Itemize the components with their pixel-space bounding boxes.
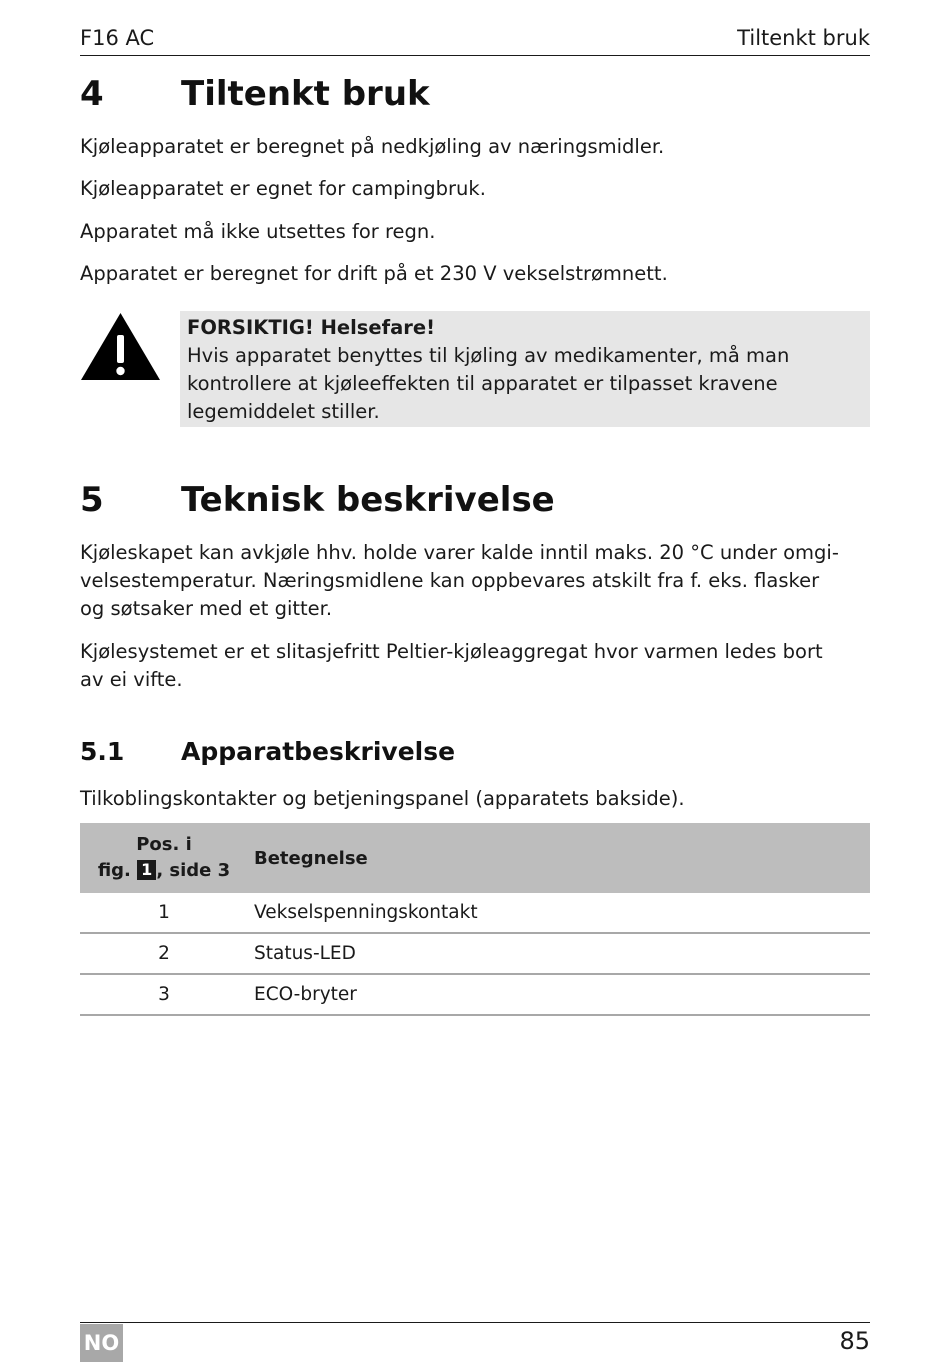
- section-number: 5.1: [80, 737, 125, 766]
- designation-column-header: Betegnelse: [254, 847, 368, 869]
- row-position: 1: [158, 902, 170, 923]
- section-title: Apparatbeskrivelse: [181, 737, 456, 766]
- manual-page: [80, 0, 870, 1365]
- warning-title: FORSIKTIG! Helsefare!: [187, 316, 436, 339]
- warning-text-line: kontrollere at kjøleeffekten til apparatet er tilpasset kravene: [187, 372, 778, 395]
- paragraph: Kjøleapparatet er egnet for campingbruk.: [80, 177, 486, 200]
- table-row: [80, 934, 870, 975]
- table-row: [80, 975, 870, 1016]
- page-number: 85: [839, 1327, 870, 1355]
- section-title: Teknisk beskrivelse: [181, 480, 555, 520]
- figure-number-badge: 1: [137, 860, 156, 880]
- warning-text-line: legemiddelet stiller.: [187, 400, 380, 423]
- header-line: [80, 858, 248, 884]
- row-position: 2: [158, 943, 170, 964]
- paragraph: [80, 638, 870, 694]
- row-designation: ECO-bryter: [254, 984, 357, 1005]
- section-5-heading: [80, 480, 870, 520]
- header-line: Pos. i: [136, 834, 192, 855]
- paragraph: Tilkoblingskontakter og betjeningspanel (apparatets bakside).: [80, 787, 685, 810]
- row-designation: Vekselspenningskontakt: [254, 902, 478, 923]
- paragraph-line: av ei vifte.: [80, 668, 183, 691]
- paragraph-line: Kjølesystemet er et slitasjefritt Peltier-kjøleaggregat hvor varmen ledes bort: [80, 640, 823, 663]
- paragraph: Apparatet må ikke utsettes for regn.: [80, 220, 436, 243]
- paragraph-line: Kjøleskapet kan avkjøle hhv. holde varer kalde inntil maks. 20 °C under omgi-: [80, 541, 839, 564]
- paragraph: Kjøleapparatet er beregnet på nedkjøling av næringsmidler.: [80, 135, 665, 158]
- section-title: Tiltenkt bruk: [181, 74, 430, 114]
- section-4-heading: [80, 74, 870, 114]
- row-designation: Status-LED: [254, 943, 356, 964]
- paragraph-line: velsestemperatur. Næringsmidlene kan oppbevares atskilt fra f. eks. flasker: [80, 569, 820, 592]
- header-section: Tiltenkt bruk: [737, 26, 870, 50]
- paragraph: Apparatet er beregnet for drift på et 230 V vekselstrømnett.: [80, 262, 668, 285]
- fig-suffix: , side 3: [156, 860, 231, 881]
- paragraph-line: og søtsaker med et gitter.: [80, 597, 333, 620]
- footer-divider: [80, 1322, 870, 1323]
- paragraph: [80, 539, 870, 623]
- warning-triangle-icon: [80, 311, 161, 382]
- warning-box: [180, 311, 870, 427]
- component-table: [80, 823, 870, 1016]
- table-header: [80, 823, 870, 893]
- section-number: 5: [80, 480, 104, 520]
- running-header: [80, 26, 870, 56]
- language-badge: NO: [80, 1324, 123, 1362]
- fig-prefix: fig.: [97, 860, 131, 881]
- row-position: 3: [158, 984, 170, 1005]
- section-5-1-heading: [80, 737, 870, 766]
- section-number: 4: [80, 74, 104, 114]
- warning-text-line: Hvis apparatet benyttes til kjøling av medikamenter, må man: [187, 344, 790, 367]
- position-column-header: [80, 832, 248, 884]
- header-model: F16 AC: [80, 26, 155, 50]
- table-row: [80, 893, 870, 934]
